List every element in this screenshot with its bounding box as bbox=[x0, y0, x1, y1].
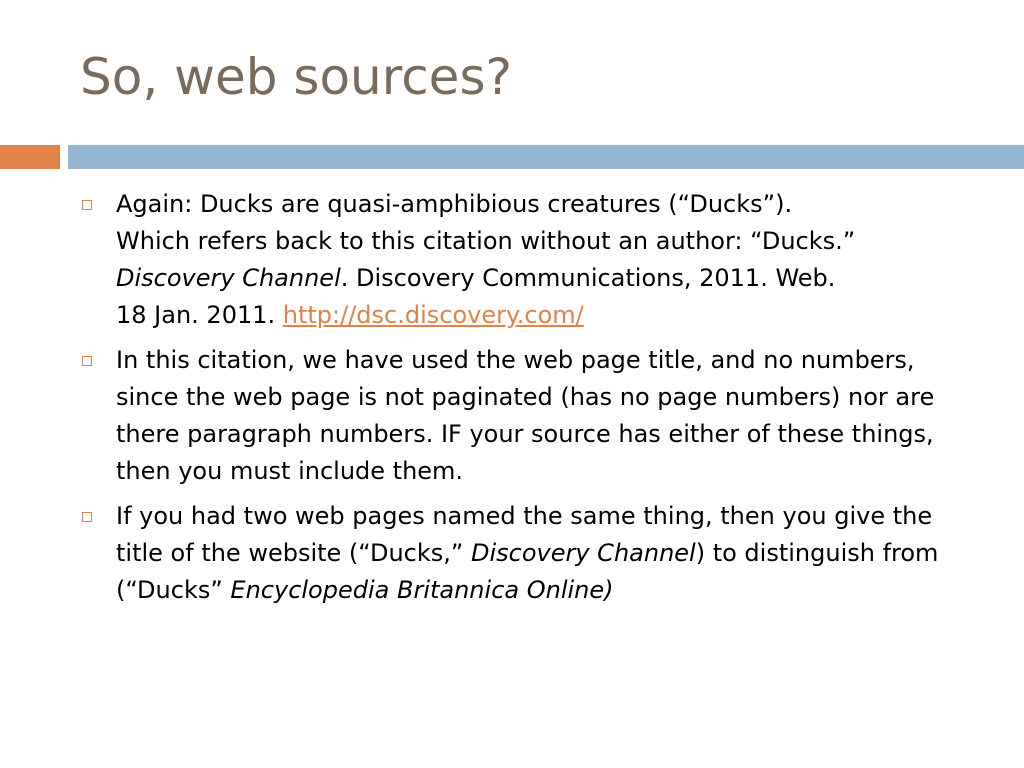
bullet-list bbox=[80, 186, 980, 617]
square-bullet-icon bbox=[82, 512, 92, 522]
slide-title: So, web sources? bbox=[80, 48, 513, 106]
bullet-item-2 bbox=[80, 342, 980, 490]
bullet-3-text-b: ) to distinguish from (“Ducks” bbox=[116, 539, 939, 604]
bullet-3-text-a: If you had two web pages named the same thing, then you give the title of the website (“Ducks,” bbox=[116, 502, 933, 567]
bullet-1-line-1: Again: Ducks are quasi-amphibious creatures (“Ducks”). bbox=[116, 190, 793, 218]
bullet-1-italic-title: Discovery Channel bbox=[116, 264, 341, 292]
accent-bar-blue bbox=[68, 145, 1024, 169]
bullet-item-3 bbox=[80, 498, 980, 609]
bullet-3-italic-a: Discovery Channel bbox=[470, 539, 696, 567]
square-bullet-icon bbox=[82, 200, 92, 210]
bullet-item-1 bbox=[80, 186, 980, 334]
bullet-1-line-2: Which refers back to this citation without an author: “Ducks.” bbox=[116, 227, 856, 255]
accent-bar-orange bbox=[0, 145, 60, 169]
square-bullet-icon bbox=[82, 356, 92, 366]
citation-link[interactable]: http://dsc.discovery.com/ bbox=[282, 301, 584, 329]
bullet-1-line-4: 18 Jan. 2011. bbox=[116, 301, 283, 329]
bullet-1-line-3: . Discovery Communications, 2011. Web. bbox=[340, 264, 836, 292]
bullet-3-italic-b: Encyclopedia Britannica Online) bbox=[230, 576, 614, 604]
bullet-2-text: In this citation, we have used the web page title, and no numbers, since the web page is not paginated (has no page numbers) nor are there paragraph numbers. IF your source has either of these things, then you must include them. bbox=[116, 346, 935, 485]
